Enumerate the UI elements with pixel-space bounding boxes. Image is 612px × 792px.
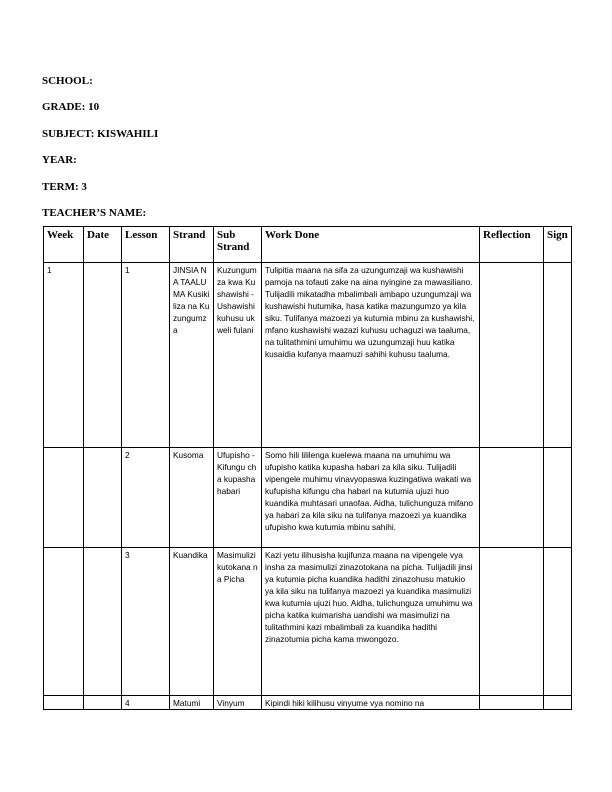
strand-cell: Kuandika bbox=[170, 548, 214, 696]
lesson-cell: 1 bbox=[122, 263, 170, 448]
reflection-cell bbox=[480, 548, 544, 696]
lesson-cell: 4 bbox=[122, 696, 170, 710]
table-row bbox=[44, 448, 572, 548]
work-done-cell: Somo hili lililenga kuelewa maana na umuhimu wa ufupisho katika kupasha habari za kila siku. Tulijadili vipengele muhimu vinavyopaswa kuzingatiwa wakati wa kufupisha kifungu cha habari na kutumia ujuzi huo kuandika muhtasari unaofaa. Aidha, tulichunguza mifano ya habari za kila siku na tulifanya mazoezi ya kuandika ufupisho kwa kutumia mbinu sahihi. bbox=[262, 448, 480, 548]
week-cell bbox=[44, 448, 84, 548]
sub-strand-cell: Kuzungumza kwa Kushawishi - Ushawishi kuhusu ukweli fulani bbox=[214, 263, 262, 448]
document-header bbox=[42, 74, 158, 232]
lesson-cell: 3 bbox=[122, 548, 170, 696]
strand-cell: Kusoma bbox=[170, 448, 214, 548]
sub-strand-cell: Ufupisho - Kifungu cha kupasha habari bbox=[214, 448, 262, 548]
table-row bbox=[44, 696, 572, 710]
lesson-cell: 2 bbox=[122, 448, 170, 548]
sign-cell bbox=[544, 696, 572, 710]
strand-cell: JINSIA NA TAALUMA Kusikiliza na Kuzungumza bbox=[170, 263, 214, 448]
column-header-date: Date bbox=[84, 227, 122, 263]
column-header-sub-strand: Sub Strand bbox=[214, 227, 262, 263]
column-header-sign: Sign bbox=[544, 227, 572, 263]
school-label: SCHOOL: bbox=[42, 75, 93, 87]
subject-label: SUBJECT: KISWAHILI bbox=[42, 127, 159, 140]
teacher-name-label: TEACHER’S NAME: bbox=[42, 206, 147, 219]
strand-cell: Matumi bbox=[170, 696, 214, 710]
sub-strand-cell: Vinyum bbox=[214, 696, 262, 710]
lesson-record-table bbox=[43, 226, 572, 710]
column-header-work-done: Work Done bbox=[262, 227, 480, 263]
column-header-lesson: Lesson bbox=[122, 227, 170, 263]
grade-label: GRADE: 10 bbox=[42, 101, 100, 114]
week-cell bbox=[44, 696, 84, 710]
reflection-cell bbox=[480, 263, 544, 448]
sign-cell bbox=[544, 263, 572, 448]
date-cell bbox=[84, 696, 122, 710]
week-cell: 1 bbox=[44, 263, 84, 448]
term-label: TERM: 3 bbox=[42, 180, 87, 193]
year-label: YEAR: bbox=[42, 154, 77, 167]
work-done-cell: Kipindi hiki kilihusu vinyume vya nomino na bbox=[262, 696, 480, 710]
date-cell bbox=[84, 548, 122, 696]
sign-cell bbox=[544, 448, 572, 548]
week-cell bbox=[44, 548, 84, 696]
reflection-cell bbox=[480, 696, 544, 710]
column-header-strand: Strand bbox=[170, 227, 214, 263]
date-cell bbox=[84, 263, 122, 448]
table-row bbox=[44, 548, 572, 696]
table-header-row bbox=[44, 227, 572, 263]
reflection-cell bbox=[480, 448, 544, 548]
sign-cell bbox=[544, 548, 572, 696]
work-done-cell: Kazi yetu ilihusisha kujifunza maana na vipengele vya insha za masimulizi zinazotokana na picha. Tulijadili jinsi ya kutumia picha kuandika hadithi zinazohusu matukio ya kila siku na tulifanya mazoezi ya kuandika masimulizi kwa kutumia ujuzi huo. Aidha, tulichunguza umuhimu wa picha katika kuimarisha uandishi wa masimulizi na tulitathmini kazi mbalimbali za kuandika hadithi zinazotumia picha kama mwongozo. bbox=[262, 548, 480, 696]
date-cell bbox=[84, 448, 122, 548]
work-done-cell: Tulipitia maana na sifa za uzungumzaji wa kushawishi pamoja na tofauti zake na aina nyingine za mawasiliano. Tulijadili mikatadha mbalimbali ambapo uzungumzaji wa kushawishi hutumika, hasa katika mazungumzo ya kila siku. Tulifanya mazoezi ya kutumia mbinu za kushawishi, mfano kushawishi wazazi kuhusu uchaguzi wa taaluma, na tulitathmini umuhimu wa uzungumzaji huu katika kusaidia kufanya maamuzi sahihi kuhusu taaluma. bbox=[262, 263, 480, 448]
column-header-week: Week bbox=[44, 227, 84, 263]
column-header-reflection: Reflection bbox=[480, 227, 544, 263]
sub-strand-cell: Masimulizi kutokana na Picha bbox=[214, 548, 262, 696]
table-row bbox=[44, 263, 572, 448]
